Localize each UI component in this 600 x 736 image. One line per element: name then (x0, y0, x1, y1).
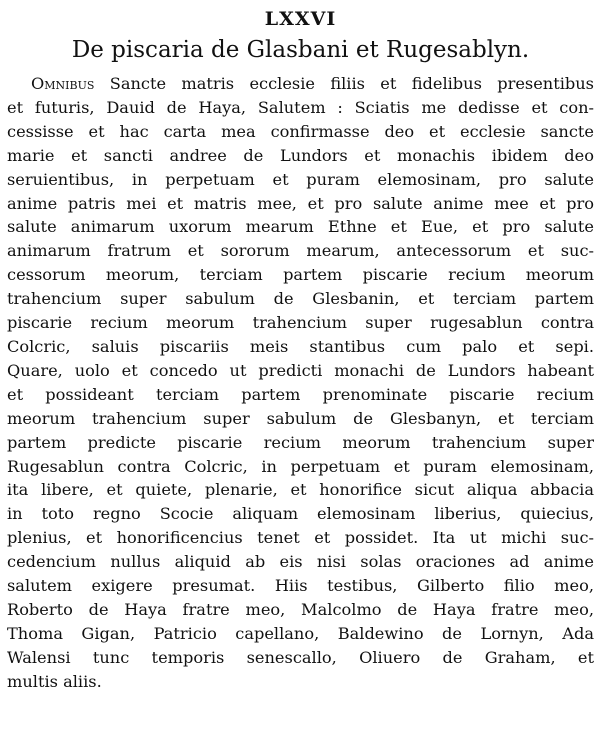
body-line-text: Sancte matris ecclesie filiis et fidelibus presentibus (94, 74, 594, 93)
body-line: Roberto de Haya fratre meo, Malcolmo de Haya fratre meo, (7, 599, 594, 619)
body-line: Rugesablun contra Colcric, in perpetuam et puram elemosinam, (7, 456, 594, 476)
body-line: partem predicte piscarie recium meorum trahencium super (7, 432, 594, 452)
body-line: marie et sancti andree de Lundors et monachis ibidem deo (7, 145, 594, 165)
body-line: salutem exigere presumat. Hiis testibus, Gilberto filio meo, (7, 576, 594, 596)
body-line: Thoma Gigan, Patricio capellano, Baldewino de Lornyn, Ada (7, 623, 594, 643)
body-line: Walensi tunc temporis senescallo, Oliuero de Graham, et (7, 647, 594, 667)
body-line: anime patris mei et matris mee, et pro salute anime mee et pro (7, 193, 594, 213)
body-line: seruientibus, in perpetuam et puram elemosinam, pro salute (7, 169, 594, 189)
body-line: meorum trahencium super sabulum de Glesbanyn, et terciam (7, 408, 594, 428)
body-line (7, 72, 594, 96)
body-line: animarum fratrum et sororum mearum, antecessorum et suc- (7, 241, 594, 261)
body-line: et futuris, Dauid de Haya, Salutem : Sciatis me dedisse et con- (7, 97, 594, 117)
body-line: cessorum meorum, terciam partem piscarie recium meorum (7, 265, 594, 285)
body-line: Quare, uolo et concedo ut predicti monachi de Lundors habeant (7, 360, 594, 380)
body-line: cedencium nullus aliquid ab eis nisi solas oraciones ad anime (7, 552, 594, 572)
opening-word: Omnibus (31, 74, 95, 93)
body-line: et possideant terciam partem prenominate piscarie recium (7, 384, 594, 404)
body-line: multis aliis. (7, 671, 102, 691)
body-line: trahencium super sabulum de Glesbanin, et terciam partem (7, 289, 594, 309)
body-line: piscarie recium meorum trahencium super rugesablun contra (7, 313, 594, 333)
charter-title: De piscaria de Glasbani et Rugesablyn. (71, 37, 530, 63)
body-line: Colcric, saluis piscariis meis stantibus cum palo et sepi. (7, 336, 594, 356)
body-line: in toto regno Scocie aliquam elemosinam liberius, quiecius, (7, 504, 594, 524)
charter-body (7, 72, 594, 694)
body-line: cessisse et hac carta mea confirmasse deo et ecclesie sancte (7, 121, 594, 141)
body-line: salute animarum uxorum mearum Ethne et Eue, et pro salute (7, 217, 594, 237)
body-line: ita libere, et quiete, plenarie, et honorifice sicut aliqua abbacia (7, 480, 594, 500)
body-line: plenius, et honorificencius tenet et possidet. Ita ut michi suc- (7, 528, 594, 548)
charter-number: LXXVI (264, 8, 337, 30)
